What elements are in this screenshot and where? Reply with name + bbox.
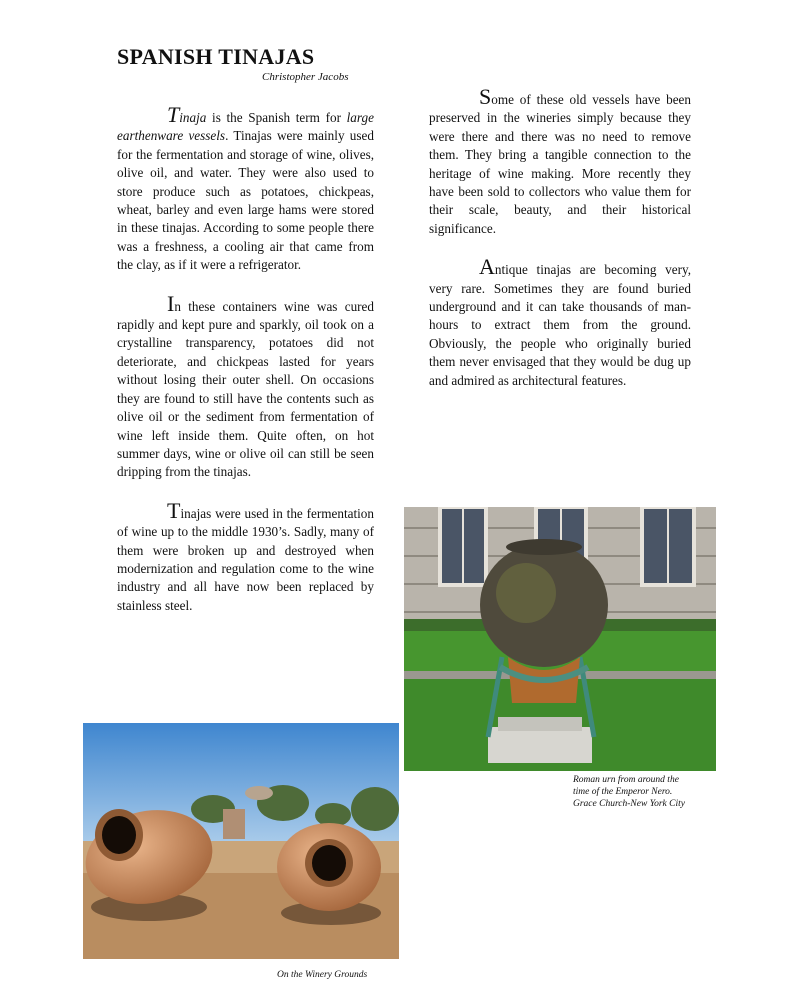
caption-line: Roman urn from around the [573,775,679,785]
winery-tinajas-illustration [83,723,399,959]
caption-winery-grounds: On the Winery Grounds [277,970,368,980]
photo-roman-urn [404,507,716,771]
dropcap: S [479,84,492,109]
caption-line: time of the Emperor Nero. [573,787,673,797]
phrase-italic: large earthenware vessels [117,110,374,144]
paragraph-containers [117,290,374,482]
roman-urn-illustration [404,507,716,771]
dropcap: T [167,102,180,127]
paragraph-text: is the Spanish term for [206,110,347,125]
paragraph-text: ome of these old vessels have been preserved in the wineries simply because they were there and there was no need to remove them. They bring a tangible connection to the heritage of wine making. More recently they have been sold to collectors who value them for their scale, beauty, and their historical significance. [429,92,691,236]
dropcap: A [479,254,495,280]
paragraph-preserved-vessels [429,86,691,238]
article-title: SPANISH TINAJAS [117,44,315,69]
dropcap: I [167,290,175,316]
paragraph-text: ntique tinajas are becoming very, very rare. Sometimes they are found buried underground and it can take thousands of man-hours to extract them from the ground. Obviously, the people who originally buried them never envisaged that they would be dug up and admired as architectural features. [429,262,691,388]
paragraph-text: . Tinajas were mainly used for the fermentation and storage of wine, olives, olive oil, and water. They were also used to store produce such as potatoes, chickpeas, wheat, barley and even large hams were stored in these tinajas. According to some people there was a freshness, a cooling air that came from the clay, as if it were a refrigerator. [117,128,374,273]
paragraph-text: inajas were used in the fermentation of wine up to the middle 1930’s. Sadly, many of them were broken up and destroyed when modernization and regulation come to the wine industry and all have now been replaced by stainless steel. [117,505,374,613]
paragraph-antique-rarity [429,256,691,390]
article-author: Christopher Jacobs [262,71,349,83]
paragraph-text: n these containers wine was cured rapidly and kept pure and sparkly, oil took on a crystalline transparency, potatoes did not deteriorate, and chickpeas lasted for years without losing their outer shell. On occasions they are found to still have the contents such as olive oil or the sediment from fermentation of wine left inside them. Quite often, on hot summer days, wine or olive oil can still be seen dripping from the tinajas. [117,298,374,480]
left-column [117,104,374,615]
photo-winery-grounds [83,723,399,959]
caption-roman-urn [573,774,713,810]
paragraph-tinaja-definition [117,104,374,275]
dropcap: T [167,497,181,523]
right-column [429,86,691,390]
caption-line: Grace Church-New York City [573,799,685,809]
paragraph-fermentation-history [117,497,374,615]
term-italic: inaja [179,110,207,125]
